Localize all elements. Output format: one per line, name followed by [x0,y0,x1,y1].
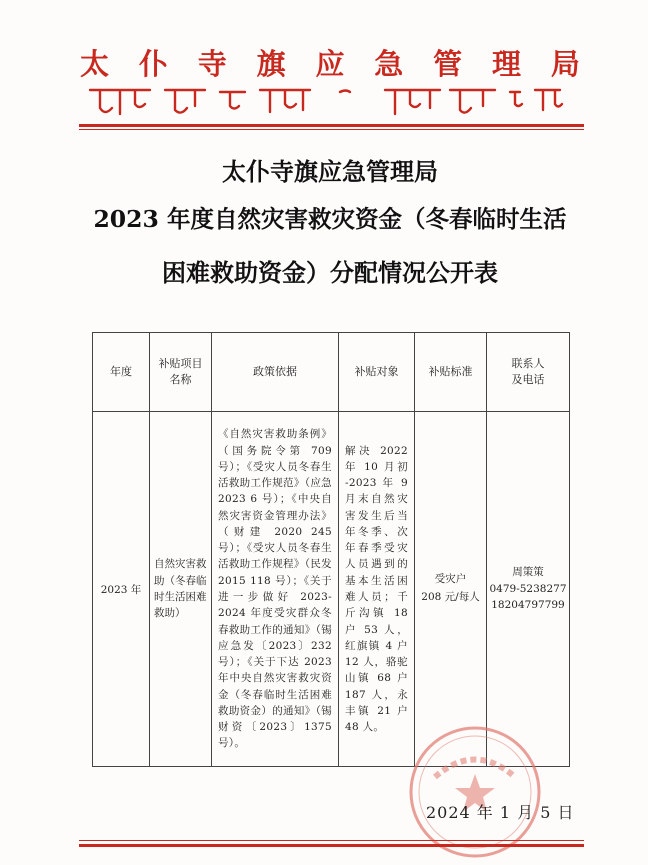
cell-basis-text: 《自然灾害救助条例》（国务院令第 709 号）；《受灾人员冬春生活救助工作规范》（应急 2023 6 号）；《中央自然灾害资金管理办法》（财建 2020 245 号）；《受灾人员冬春生活救助工作规程》（民发 2015 118 号）；《关于进一步做好 2023-2024 年度受灾群众冬春救助工作的通知》（锡应急发〔2023〕232 号）；《关于下达 2023 年中央自然灾害救灾资金（冬春临时生活困难救助资金）的通知》（锡财资〔2023〕1375 号）。 [218,428,332,750]
doc-title-line3: 困难救助资金）分配情况公开表 [162,258,498,287]
doc-title-line2: 2023 年度自然灾害救灾资金（冬春临时生活 [93,205,567,233]
header-year: 年度 [93,333,150,412]
letterhead-char: 仆 [138,47,168,81]
letterhead-char: 寺 [197,47,227,81]
contact-mobile: 18204797799 [491,599,565,612]
letterhead-char: 急 [374,47,404,81]
footer-divider-thick [79,844,584,847]
cell-item [150,412,212,767]
letterhead-title [80,42,580,83]
document-date: 2024 年 1 月 5 日 [426,803,575,822]
header-divider-thick [79,124,584,127]
header-contact-line: 联系人 [511,356,545,370]
cell-target [339,412,415,767]
cell-item-text: 自然灾害救助（冬春临时生活困难救助） [154,558,207,620]
table-header-row [93,333,570,412]
doc-title-line1: 太仆寺旗应急管理局 [222,157,438,186]
allocation-table [92,332,570,767]
header-basis: 政策依据 [212,333,339,412]
header-item-line: 名称 [169,373,192,386]
official-seal-stamp [405,722,545,862]
letterhead-char: 太 [80,47,110,81]
letterhead-char: 旗 [256,47,286,81]
header-standard: 补贴标准 [415,333,487,412]
contact-phone: 0479-5238277 [489,582,567,595]
cell-basis [212,412,339,767]
letterhead-char: 应 [315,47,345,81]
letterhead-char: 理 [492,47,522,81]
header-contact [487,333,570,412]
cell-standard-line: 208 元/每人 [421,591,480,603]
contact-name: 周策策 [512,565,544,578]
cell-standard-line: 受灾户 [434,573,467,586]
header-item [150,333,212,412]
cell-target-text: 解决 2022 年 10 月初 -2023 年 9 月末自然灾害发生后当年冬季、次年春季受灾人员遇到的基本生活困难人员；千斤沟镇 18 户 53 人，红旗镇 4 户 12 人，骆驼山镇 68 户 187 人，永丰镇 21 户 48 人。 [345,444,408,734]
header-target: 补贴对象 [339,333,415,412]
letterhead-char: 局 [550,47,580,81]
cell-standard [415,412,487,767]
header-contact-line: 及电话 [511,373,545,386]
header-item-line: 补贴项目 [158,356,203,370]
cell-contact [487,412,570,767]
footer-divider-thin [79,840,584,841]
mongolian-script-logo [85,82,565,122]
cell-year: 2023 年 [93,412,150,767]
letterhead-char: 管 [433,47,463,81]
table-row [93,412,570,767]
header-divider-thin [79,129,584,130]
